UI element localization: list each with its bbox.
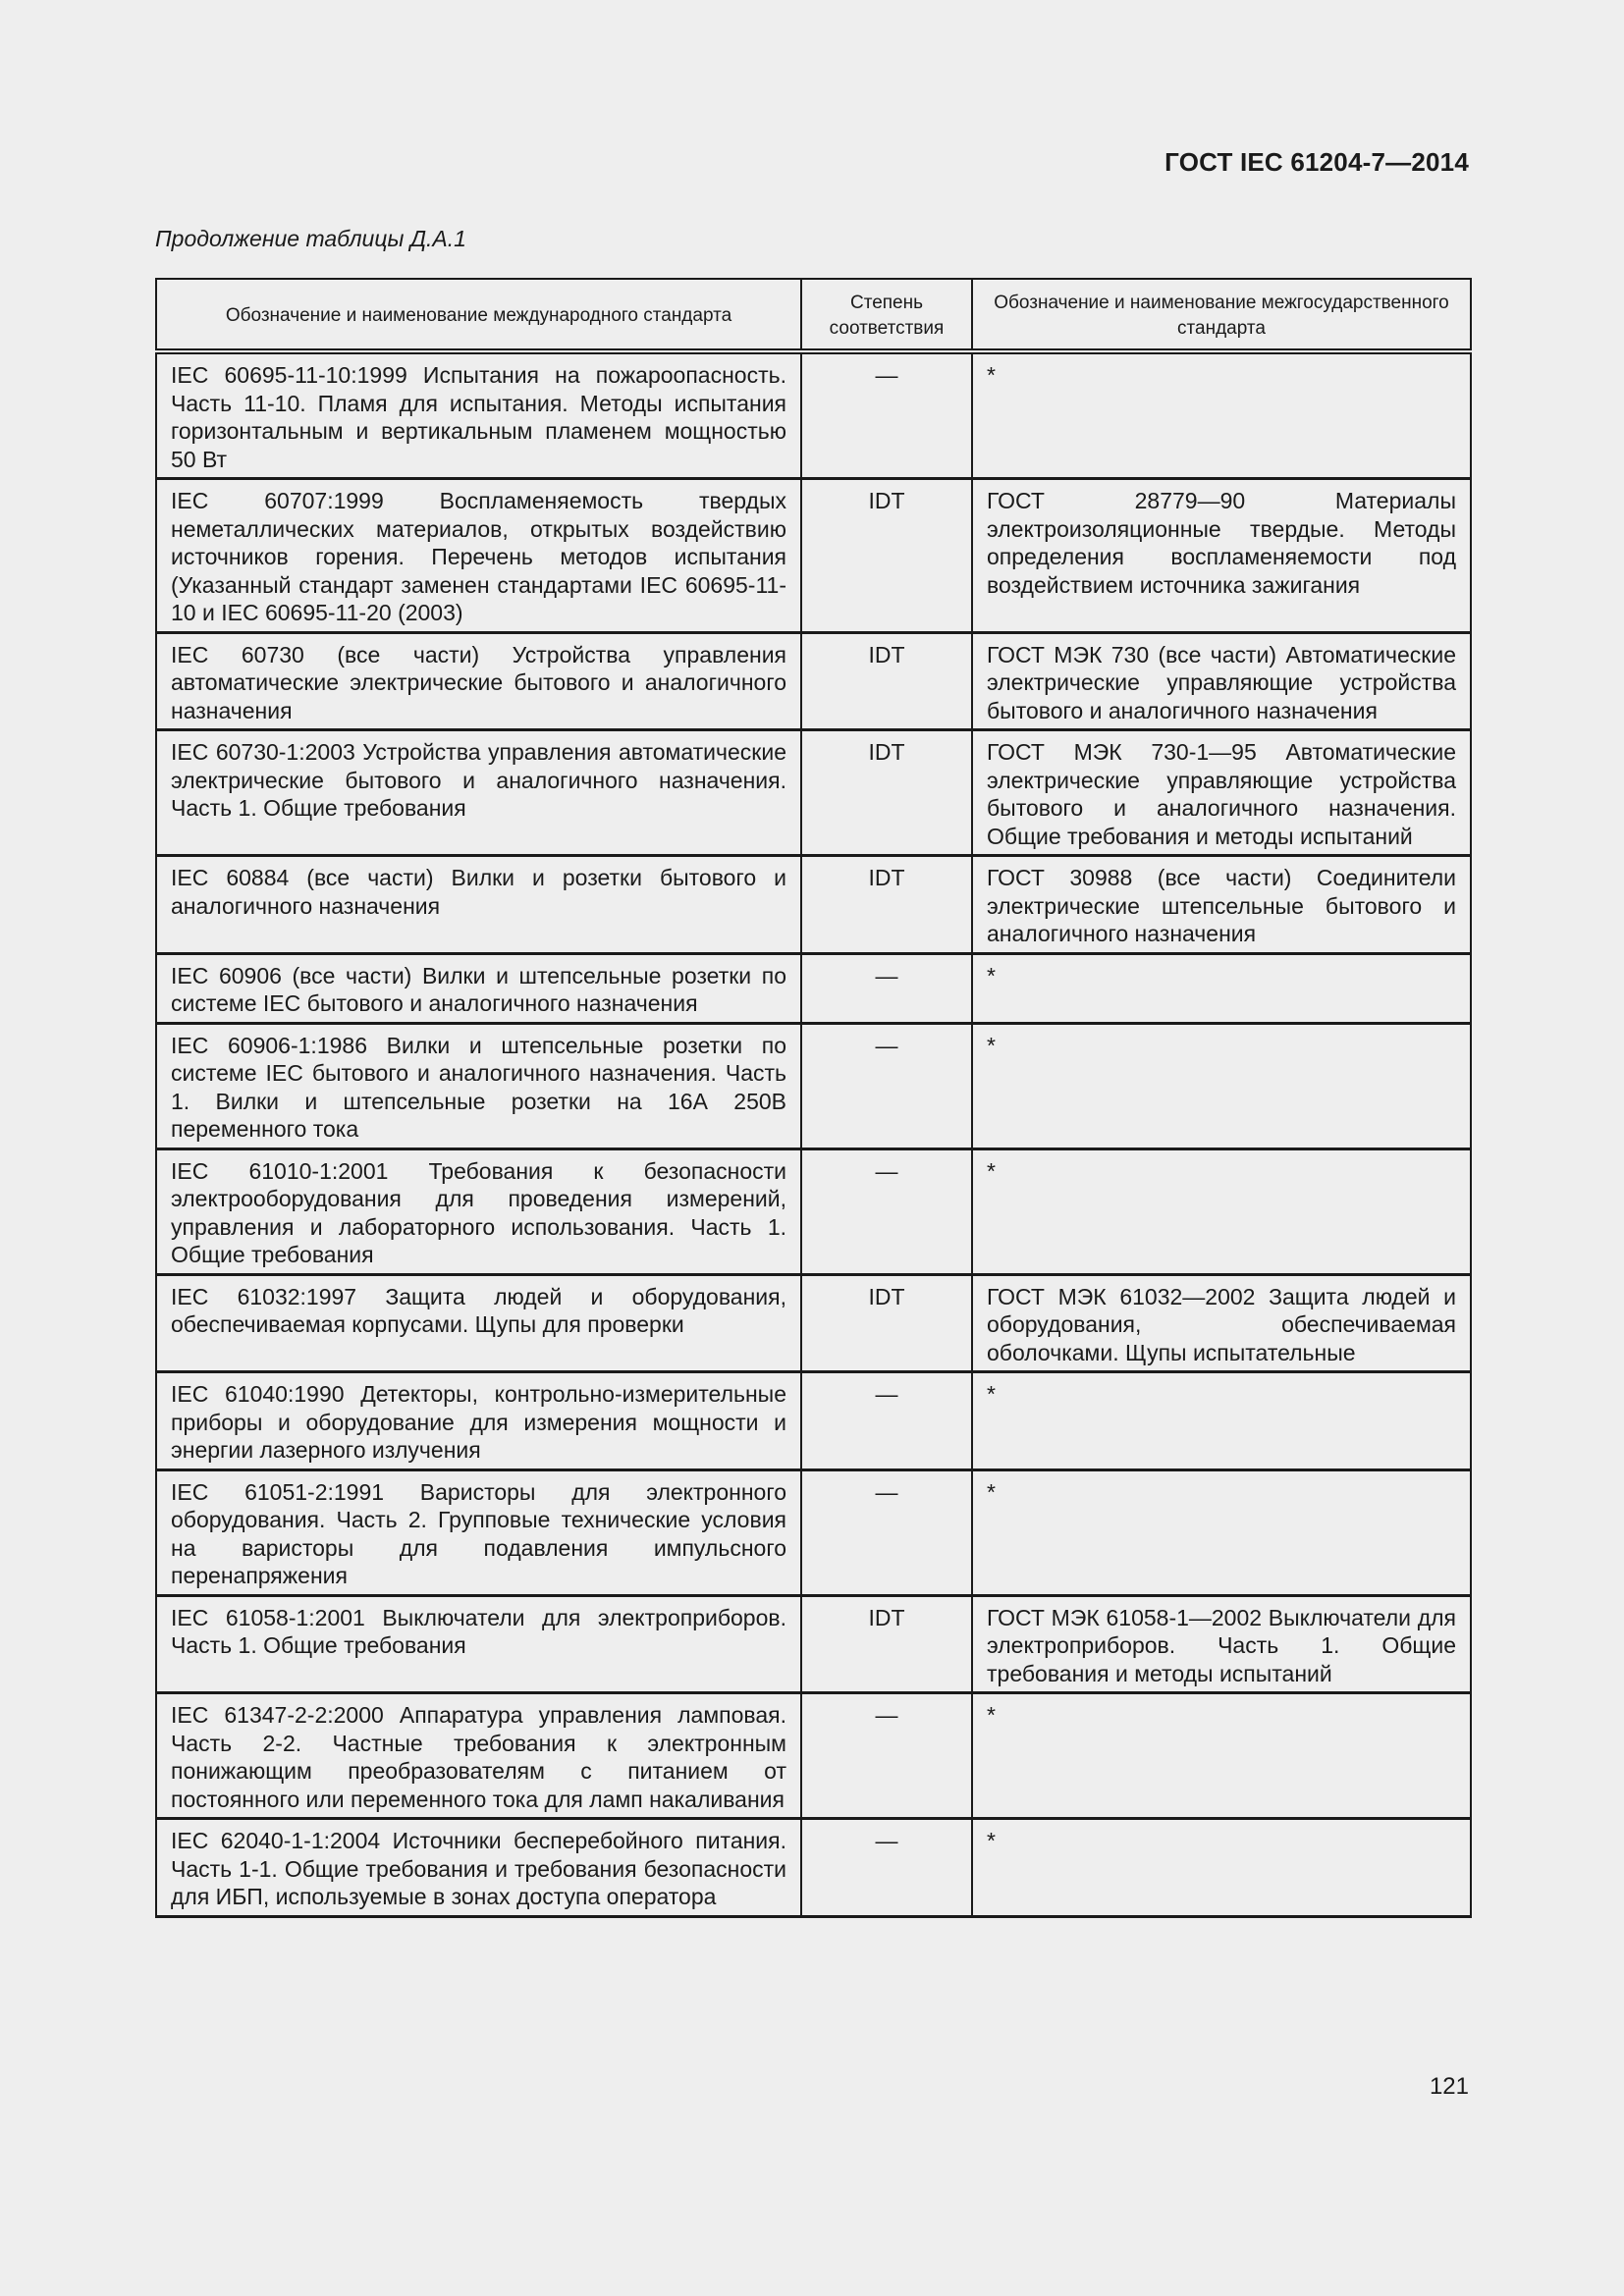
interstate-standard-cell: ГОСТ 30988 (все части) Соединители электрические штепсельные бытового и аналогичного назначения: [972, 856, 1471, 954]
interstate-standard-cell: *: [972, 1372, 1471, 1470]
interstate-standard-cell: ГОСТ МЭК 61032—2002 Защита людей и оборудования, обеспечиваемая оболочками. Щупы испытательные: [972, 1274, 1471, 1372]
table-row: [156, 1819, 1471, 1917]
interstate-standard-cell: ГОСТ МЭК 730-1—95 Автоматические электрические управляющие устройства бытового и аналогичного назначения. Общие требования и методы испытаний: [972, 730, 1471, 856]
table-row: [156, 1693, 1471, 1819]
table-row: [156, 1469, 1471, 1595]
degree-of-conformity-cell: —: [801, 351, 972, 479]
international-standard-cell: IEC 60707:1999 Воспламеняемость твердых неметаллических материалов, открытых воздействию источников горения. Перечень методов испытания (Указанный стандарт заменен стандартами IEC 60695-11-10 и IEC 60695-11-20 (2003): [156, 479, 801, 633]
page-number: 121: [1429, 2073, 1469, 2100]
degree-of-conformity-cell: —: [801, 1372, 972, 1470]
degree-of-conformity-cell: IDT: [801, 856, 972, 954]
degree-of-conformity-cell: IDT: [801, 1274, 972, 1372]
table-row: [156, 1023, 1471, 1148]
international-standard-cell: IEC 61032:1997 Защита людей и оборудования, обеспечиваемая корпусами. Щупы для проверки: [156, 1274, 801, 1372]
international-standard-cell: IEC 60730-1:2003 Устройства управления автоматические электрические бытового и аналогичного назначения. Часть 1. Общие требования: [156, 730, 801, 856]
table-row: [156, 351, 1471, 479]
international-standard-cell: IEC 61347-2-2:2000 Аппаратура управления ламповая. Часть 2-2. Частные требования к электронным понижающим преобразователям с питанием от постоянного или переменного тока для ламп накаливания: [156, 1693, 801, 1819]
standards-table-container: [155, 278, 1470, 1918]
international-standard-cell: IEC 61040:1990 Детекторы, контрольно-измерительные приборы и оборудование для измерения мощности и энергии лазерного излучения: [156, 1372, 801, 1470]
table-row: [156, 730, 1471, 856]
table-caption: Продолжение таблицы Д.А.1: [155, 226, 466, 251]
international-standard-cell: IEC 60730 (все части) Устройства управления автоматические электрические бытового и аналогичного назначения: [156, 632, 801, 730]
international-standard-cell: IEC 61051-2:1991 Варисторы для электронного оборудования. Часть 2. Групповые технические условия на варисторы для подавления импульсного перенапряжения: [156, 1469, 801, 1595]
interstate-standard-cell: ГОСТ 28779—90 Материалы электроизоляционные твердые. Методы определения воспламеняемости под воздействием источника зажигания: [972, 479, 1471, 633]
document-code-header: ГОСТ IEC 61204-7—2014: [1164, 147, 1469, 177]
international-standard-cell: IEC 60695-11-10:1999 Испытания на пожароопасность. Часть 11-10. Пламя для испытания. Методы испытания горизонтальным и вертикальным пламенем мощностью 50 Вт: [156, 351, 801, 479]
table-row: [156, 1372, 1471, 1470]
interstate-standard-cell: *: [972, 351, 1471, 479]
header-international-standard: Обозначение и наименование международного стандарта: [156, 279, 801, 351]
interstate-standard-cell: *: [972, 953, 1471, 1023]
degree-of-conformity-cell: —: [801, 1469, 972, 1595]
header-interstate-standard: Обозначение и наименование межгосударственного стандарта: [972, 279, 1471, 351]
degree-of-conformity-cell: IDT: [801, 632, 972, 730]
international-standard-cell: IEC 61058-1:2001 Выключатели для электроприборов. Часть 1. Общие требования: [156, 1595, 801, 1693]
degree-of-conformity-cell: IDT: [801, 1595, 972, 1693]
interstate-standard-cell: *: [972, 1148, 1471, 1274]
table-row: [156, 856, 1471, 954]
header-degree-of-conformity: Степень соответствия: [801, 279, 972, 351]
international-standard-cell: IEC 60906 (все части) Вилки и штепсельные розетки по системе IEC бытового и аналогичного назначения: [156, 953, 801, 1023]
standards-correspondence-table: [155, 278, 1472, 1918]
interstate-standard-cell: *: [972, 1023, 1471, 1148]
interstate-standard-cell: *: [972, 1693, 1471, 1819]
international-standard-cell: IEC 60884 (все части) Вилки и розетки бытового и аналогичного назначения: [156, 856, 801, 954]
degree-of-conformity-cell: —: [801, 1148, 972, 1274]
international-standard-cell: IEC 62040-1-1:2004 Источники бесперебойного питания. Часть 1-1. Общие требования и требования безопасности для ИБП, используемые в зонах доступа оператора: [156, 1819, 801, 1917]
international-standard-cell: IEC 61010-1:2001 Требования к безопасности электрооборудования для проведения измерений, управления и лабораторного использования. Часть 1. Общие требования: [156, 1148, 801, 1274]
table-row: [156, 1595, 1471, 1693]
interstate-standard-cell: *: [972, 1469, 1471, 1595]
table-header-row: [156, 279, 1471, 351]
table-row: [156, 1274, 1471, 1372]
degree-of-conformity-cell: —: [801, 1023, 972, 1148]
table-row: [156, 953, 1471, 1023]
table-body: [156, 351, 1471, 1916]
table-row: [156, 479, 1471, 633]
international-standard-cell: IEC 60906-1:1986 Вилки и штепсельные розетки по системе IEC бытового и аналогичного назначения. Часть 1. Вилки и штепсельные розетки на 16А 250В переменного тока: [156, 1023, 801, 1148]
degree-of-conformity-cell: —: [801, 953, 972, 1023]
degree-of-conformity-cell: IDT: [801, 730, 972, 856]
interstate-standard-cell: *: [972, 1819, 1471, 1917]
degree-of-conformity-cell: —: [801, 1693, 972, 1819]
degree-of-conformity-cell: IDT: [801, 479, 972, 633]
table-row: [156, 1148, 1471, 1274]
table-row: [156, 632, 1471, 730]
interstate-standard-cell: ГОСТ МЭК 730 (все части) Автоматические электрические управляющие устройства бытового и аналогичного назначения: [972, 632, 1471, 730]
interstate-standard-cell: ГОСТ МЭК 61058-1—2002 Выключатели для электроприборов. Часть 1. Общие требования и методы испытаний: [972, 1595, 1471, 1693]
degree-of-conformity-cell: —: [801, 1819, 972, 1917]
